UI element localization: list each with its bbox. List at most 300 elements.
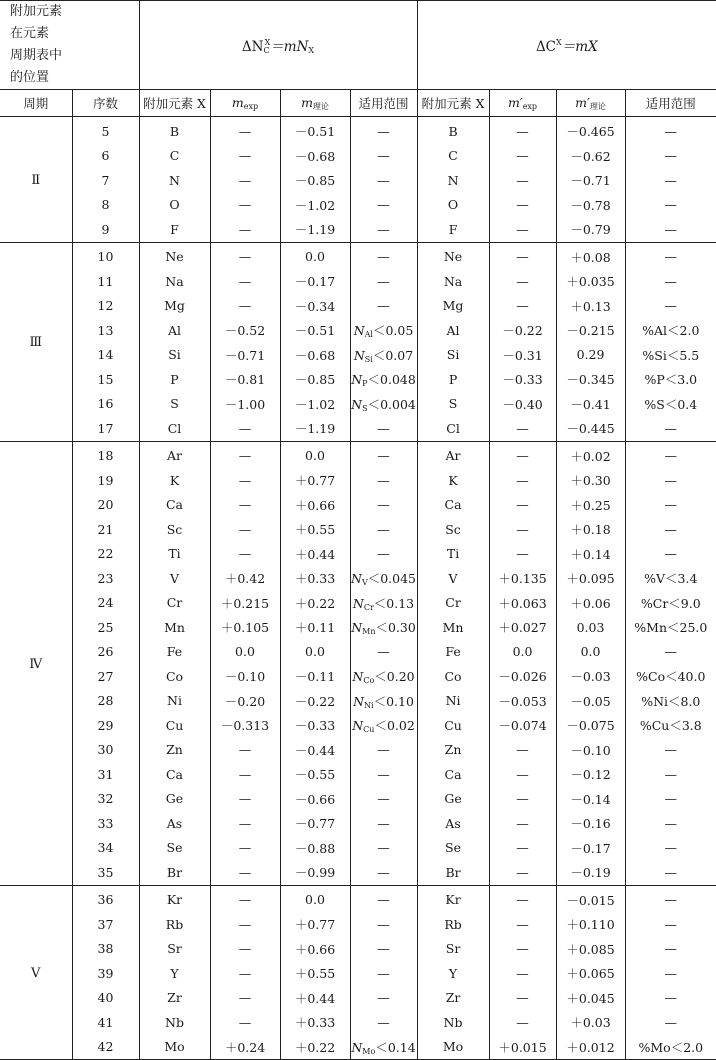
atomic-number-cell: 5 <box>72 117 139 144</box>
atomic-number-cell: 28 <box>72 689 139 714</box>
atomic-number-cell: 9 <box>72 217 139 242</box>
m-theory-cell: －1.19 <box>280 217 350 242</box>
atomic-number-cell: 11 <box>72 269 139 294</box>
table-row <box>0 664 716 689</box>
mp-theory-cell: ＋0.08 <box>556 242 625 269</box>
range-cell: — <box>350 961 417 986</box>
mp-theory-cell: －0.79 <box>556 217 625 242</box>
mp-exp-cell: — <box>489 468 556 493</box>
m-theory-cell: ＋0.44 <box>280 986 350 1011</box>
range-symbol: N <box>351 396 363 412</box>
range-symbol: N <box>353 693 365 709</box>
range-cell-2: — <box>625 986 716 1011</box>
table-row <box>0 1035 716 1060</box>
m-exp-cell: －0.313 <box>210 713 280 738</box>
mp-theory-cell: －0.445 <box>556 416 625 441</box>
element-cell-2: Ge <box>417 787 489 812</box>
table-row <box>0 416 716 441</box>
element-cell: Cl <box>139 416 210 441</box>
atomic-number-cell: 24 <box>72 591 139 616</box>
mp-exp-cell: — <box>489 860 556 885</box>
range-cell-2: — <box>625 811 716 836</box>
m-exp-cell: — <box>210 912 280 937</box>
col-m-exp-sub: exp <box>243 102 259 111</box>
range-cell-2: — <box>625 441 716 468</box>
range-cell-2: %Co＜40.0 <box>625 664 716 689</box>
m-exp-cell: — <box>210 738 280 763</box>
range-cell: — <box>350 242 417 269</box>
col-range: 适用范围 <box>350 90 417 117</box>
mp-exp-cell: －0.053 <box>489 689 556 714</box>
mp-theory-cell: －0.41 <box>556 392 625 417</box>
element-cell: Kr <box>139 885 210 912</box>
mp-exp-cell: －0.31 <box>489 343 556 368</box>
range-cell <box>350 615 417 640</box>
element-cell-2: F <box>417 217 489 242</box>
atomic-number-cell: 12 <box>72 294 139 319</box>
range-cell: — <box>350 416 417 441</box>
table-row <box>0 615 716 640</box>
atomic-number-cell: 42 <box>72 1035 139 1060</box>
col-mp-theory-sub: 理论 <box>589 101 606 111</box>
formula-n-sup: X <box>264 38 271 47</box>
range-cell-2: — <box>625 517 716 542</box>
table-row <box>0 168 716 193</box>
table-row <box>0 441 716 468</box>
position-header-spacer <box>72 1 139 90</box>
mp-exp-cell: －0.40 <box>489 392 556 417</box>
range-limit: ＜0.14 <box>375 1039 416 1055</box>
m-exp-cell: 0.0 <box>210 640 280 665</box>
element-cell-2: S <box>417 392 489 417</box>
element-cell: Zr <box>139 986 210 1011</box>
mp-theory-cell: －0.78 <box>556 193 625 218</box>
atomic-number-cell: 16 <box>72 392 139 417</box>
range-limit: ＜0.10 <box>373 693 414 709</box>
m-theory-cell: ＋0.77 <box>280 912 350 937</box>
m-theory-cell: ＋0.66 <box>280 493 350 518</box>
table-row <box>0 318 716 343</box>
element-cell: Si <box>139 343 210 368</box>
m-exp-cell: — <box>210 493 280 518</box>
atomic-number-cell: 15 <box>72 367 139 392</box>
mp-exp-cell: — <box>489 217 556 242</box>
range-cell-2: — <box>625 294 716 319</box>
range-subscript: S <box>362 403 368 413</box>
m-exp-cell: — <box>210 811 280 836</box>
range-cell: — <box>350 117 417 144</box>
m-theory-cell: －0.55 <box>280 762 350 787</box>
range-cell: — <box>350 217 417 242</box>
m-theory-cell: ＋0.55 <box>280 517 350 542</box>
mp-exp-cell: －0.026 <box>489 664 556 689</box>
position-label-line2: 周期表中的位置 <box>10 48 63 85</box>
m-exp-cell: — <box>210 1010 280 1035</box>
range-cell-2: %V＜3.4 <box>625 566 716 591</box>
range-limit: ＜0.02 <box>374 718 415 734</box>
m-exp-cell: — <box>210 168 280 193</box>
mp-theory-cell: ＋0.085 <box>556 937 625 962</box>
mp-exp-cell: — <box>489 961 556 986</box>
table-row <box>0 193 716 218</box>
mp-theory-cell: －0.14 <box>556 787 625 812</box>
table-row <box>0 269 716 294</box>
element-cell: Y <box>139 961 210 986</box>
m-theory-cell: －0.33 <box>280 713 350 738</box>
range-cell-2: — <box>625 242 716 269</box>
mp-theory-cell: －0.62 <box>556 144 625 169</box>
mp-exp-cell: ＋0.027 <box>489 615 556 640</box>
m-theory-cell: ＋0.22 <box>280 591 350 616</box>
formula-c-header <box>417 1 716 90</box>
range-cell: — <box>350 937 417 962</box>
range-cell <box>350 392 417 417</box>
range-cell: — <box>350 193 417 218</box>
table-row <box>0 860 716 885</box>
col-number: 序数 <box>72 90 139 117</box>
element-cell: Sr <box>139 937 210 962</box>
table-row <box>0 392 716 417</box>
m-exp-cell: －0.20 <box>210 689 280 714</box>
element-cell: O <box>139 193 210 218</box>
mp-exp-cell: －0.074 <box>489 713 556 738</box>
m-exp-cell: — <box>210 787 280 812</box>
m-exp-cell: — <box>210 193 280 218</box>
col-mp-theory <box>556 90 625 117</box>
table-row <box>0 912 716 937</box>
mp-theory-cell: ＋0.06 <box>556 591 625 616</box>
range-cell-2: — <box>625 416 716 441</box>
range-cell-2: %Cr＜9.0 <box>625 591 716 616</box>
table-row <box>0 986 716 1011</box>
mp-theory-cell: ＋0.13 <box>556 294 625 319</box>
range-cell-2: — <box>625 937 716 962</box>
range-cell-2: — <box>625 961 716 986</box>
mp-theory-cell: －0.19 <box>556 860 625 885</box>
mp-exp-cell: — <box>489 242 556 269</box>
mp-exp-cell: — <box>489 493 556 518</box>
range-subscript: Co <box>363 676 375 686</box>
element-cell-2: Se <box>417 836 489 861</box>
mp-exp-cell: — <box>489 193 556 218</box>
m-exp-cell: — <box>210 937 280 962</box>
range-cell-2: — <box>625 193 716 218</box>
m-exp-cell: －1.00 <box>210 392 280 417</box>
m-theory-cell: －0.22 <box>280 689 350 714</box>
m-exp-cell: －0.52 <box>210 318 280 343</box>
element-cell-2: Co <box>417 664 489 689</box>
m-theory-cell: ＋0.66 <box>280 937 350 962</box>
range-cell-2: — <box>625 787 716 812</box>
m-exp-cell: ＋0.105 <box>210 615 280 640</box>
range-cell: — <box>350 144 417 169</box>
m-exp-cell: — <box>210 468 280 493</box>
range-cell: — <box>350 269 417 294</box>
table-row <box>0 343 716 368</box>
range-cell-2: — <box>625 542 716 567</box>
range-cell <box>350 664 417 689</box>
m-theory-cell: －0.17 <box>280 269 350 294</box>
table-row <box>0 738 716 763</box>
table-row <box>0 517 716 542</box>
atomic-number-cell: 36 <box>72 885 139 912</box>
mp-theory-cell: －0.12 <box>556 762 625 787</box>
mp-exp-cell: －0.22 <box>489 318 556 343</box>
element-cell: Br <box>139 860 210 885</box>
range-subscript: Al <box>364 330 373 340</box>
m-theory-cell: 0.0 <box>280 242 350 269</box>
element-cell: Cu <box>139 713 210 738</box>
element-cell-2: Ti <box>417 542 489 567</box>
m-theory-cell: －0.68 <box>280 144 350 169</box>
range-cell-2: %Mo＜2.0 <box>625 1035 716 1060</box>
col-m-exp <box>210 90 280 117</box>
element-cell-2: Sc <box>417 517 489 542</box>
m-exp-cell: ＋0.215 <box>210 591 280 616</box>
element-cell-2: Cr <box>417 591 489 616</box>
element-cell: Ca <box>139 762 210 787</box>
mp-exp-cell: — <box>489 517 556 542</box>
range-symbol: N <box>353 323 365 339</box>
range-cell-2: — <box>625 738 716 763</box>
table-header <box>0 1 716 117</box>
m-theory-cell: －0.77 <box>280 811 350 836</box>
m-exp-cell: ＋0.42 <box>210 566 280 591</box>
atomic-number-cell: 21 <box>72 517 139 542</box>
element-cell-2: Mo <box>417 1035 489 1060</box>
atomic-number-cell: 40 <box>72 986 139 1011</box>
range-limit: ＜0.05 <box>372 323 414 339</box>
table-row <box>0 689 716 714</box>
mp-theory-cell: －0.05 <box>556 689 625 714</box>
element-cell: F <box>139 217 210 242</box>
m-exp-cell: — <box>210 144 280 169</box>
element-cell-2: N <box>417 168 489 193</box>
atomic-number-cell: 14 <box>72 343 139 368</box>
m-theory-cell: －0.68 <box>280 343 350 368</box>
element-cell: Zn <box>139 738 210 763</box>
element-cell-2: Cu <box>417 713 489 738</box>
range-cell: — <box>350 986 417 1011</box>
range-cell-2: %Mn＜25.0 <box>625 615 716 640</box>
element-cell: K <box>139 468 210 493</box>
m-theory-cell: －0.99 <box>280 860 350 885</box>
period-group <box>0 242 716 441</box>
m-exp-cell: — <box>210 441 280 468</box>
formula-c-sup: X <box>556 38 562 47</box>
range-symbol: N <box>352 718 364 734</box>
atomic-number-cell: 37 <box>72 912 139 937</box>
m-theory-cell: －1.02 <box>280 193 350 218</box>
position-header <box>0 1 72 90</box>
table-row <box>0 1010 716 1035</box>
period-cell: Ⅴ <box>0 885 72 1060</box>
mp-exp-cell: — <box>489 937 556 962</box>
m-exp-cell: — <box>210 986 280 1011</box>
mp-exp-cell: — <box>489 117 556 144</box>
element-cell: Nb <box>139 1010 210 1035</box>
mp-theory-cell: ＋0.30 <box>556 468 625 493</box>
period-cell: Ⅲ <box>0 242 72 441</box>
element-cell-2: Na <box>417 269 489 294</box>
range-cell-2: — <box>625 1010 716 1035</box>
mp-exp-cell: — <box>489 294 556 319</box>
mp-exp-cell: — <box>489 811 556 836</box>
mp-exp-cell: －0.33 <box>489 367 556 392</box>
element-cell: Cr <box>139 591 210 616</box>
range-cell-2: — <box>625 493 716 518</box>
element-cell: Sc <box>139 517 210 542</box>
atomic-number-cell: 34 <box>72 836 139 861</box>
range-symbol: N <box>352 669 364 685</box>
mp-exp-cell: — <box>489 441 556 468</box>
m-theory-cell: ＋0.33 <box>280 1010 350 1035</box>
mp-exp-cell: — <box>489 738 556 763</box>
element-cell-2: B <box>417 117 489 144</box>
mp-theory-cell: 0.0 <box>556 640 625 665</box>
period-cell: Ⅱ <box>0 117 72 243</box>
formula-c-lhs: ΔC <box>535 39 557 55</box>
range-cell <box>350 591 417 616</box>
m-theory-cell: －0.88 <box>280 836 350 861</box>
mp-exp-cell: ＋0.135 <box>489 566 556 591</box>
element-cell-2: Al <box>417 318 489 343</box>
m-theory-cell: 0.0 <box>280 885 350 912</box>
mp-exp-cell: — <box>489 836 556 861</box>
element-cell-2: Zr <box>417 986 489 1011</box>
mp-exp-cell: — <box>489 168 556 193</box>
atomic-number-cell: 39 <box>72 961 139 986</box>
mp-theory-cell: －0.215 <box>556 318 625 343</box>
col-range-2: 适用范围 <box>625 90 716 117</box>
m-theory-cell: －1.02 <box>280 392 350 417</box>
element-cell-2: V <box>417 566 489 591</box>
range-cell-2: — <box>625 885 716 912</box>
table-row <box>0 640 716 665</box>
range-cell-2: %S＜0.4 <box>625 392 716 417</box>
m-exp-cell: — <box>210 269 280 294</box>
mp-theory-cell: ＋0.03 <box>556 1010 625 1035</box>
atomic-number-cell: 10 <box>72 242 139 269</box>
mp-theory-cell: ＋0.25 <box>556 493 625 518</box>
range-cell: — <box>350 441 417 468</box>
mp-theory-cell: ＋0.035 <box>556 269 625 294</box>
range-cell-2: — <box>625 762 716 787</box>
range-subscript: Cu <box>363 725 375 735</box>
m-exp-cell: — <box>210 416 280 441</box>
atomic-number-cell: 35 <box>72 860 139 885</box>
mp-theory-cell: ＋0.110 <box>556 912 625 937</box>
table-row <box>0 937 716 962</box>
mp-theory-cell: －0.16 <box>556 811 625 836</box>
range-limit: ＜0.13 <box>373 595 415 611</box>
range-limit: ＜0.004 <box>367 396 416 412</box>
element-cell-2: As <box>417 811 489 836</box>
m-theory-cell: －0.85 <box>280 168 350 193</box>
table-row <box>0 542 716 567</box>
m-exp-cell: — <box>210 242 280 269</box>
range-cell-2: — <box>625 912 716 937</box>
range-cell-2: — <box>625 836 716 861</box>
m-theory-cell: －0.51 <box>280 117 350 144</box>
range-cell-2: %Si＜5.5 <box>625 343 716 368</box>
mp-theory-cell: －0.465 <box>556 117 625 144</box>
col-mp-exp-sym: m′ <box>507 95 523 110</box>
col-element: 附加元素 X <box>139 90 210 117</box>
m-theory-cell: 0.0 <box>280 640 350 665</box>
m-theory-cell: －0.44 <box>280 738 350 763</box>
range-subscript: Mn <box>362 627 376 637</box>
element-cell: Ne <box>139 242 210 269</box>
mp-exp-cell: — <box>489 787 556 812</box>
range-subscript: Cr <box>363 602 374 612</box>
period-group <box>0 441 716 885</box>
range-cell-2: — <box>625 168 716 193</box>
table-row <box>0 144 716 169</box>
col-mp-exp-sub: exp <box>522 102 538 111</box>
mp-theory-cell: －0.71 <box>556 168 625 193</box>
atomic-number-cell: 6 <box>72 144 139 169</box>
table-row <box>0 885 716 912</box>
table-row <box>0 294 716 319</box>
table-row <box>0 591 716 616</box>
range-limit: ＜0.07 <box>372 347 414 363</box>
range-cell-2: %Al＜2.0 <box>625 318 716 343</box>
range-cell-2: — <box>625 860 716 885</box>
atomic-number-cell: 7 <box>72 168 139 193</box>
range-cell <box>350 367 417 392</box>
table-row <box>0 961 716 986</box>
range-cell: — <box>350 640 417 665</box>
element-cell-2: Ca <box>417 493 489 518</box>
table-row <box>0 493 716 518</box>
element-cell: Mn <box>139 615 210 640</box>
element-cell-2: Mg <box>417 294 489 319</box>
atomic-number-cell: 27 <box>72 664 139 689</box>
atomic-number-cell: 20 <box>72 493 139 518</box>
formula-n-rhs-sub: X <box>308 46 315 55</box>
range-subscript: Si <box>364 354 373 364</box>
m-theory-cell: ＋0.55 <box>280 961 350 986</box>
element-cell-2: Sr <box>417 937 489 962</box>
mp-exp-cell: 0.0 <box>489 640 556 665</box>
range-cell: — <box>350 787 417 812</box>
range-cell: — <box>350 168 417 193</box>
range-symbol: N <box>353 347 365 363</box>
formula-n-sub: C <box>263 46 270 55</box>
m-exp-cell: — <box>210 542 280 567</box>
element-cell: V <box>139 566 210 591</box>
mp-theory-cell: －0.345 <box>556 367 625 392</box>
m-exp-cell: －0.10 <box>210 664 280 689</box>
range-cell-2: — <box>625 217 716 242</box>
range-cell-2: — <box>625 640 716 665</box>
range-symbol: N <box>351 571 362 587</box>
element-cell-2: Cl <box>417 416 489 441</box>
formula-n-rhs: ＝mN <box>270 39 309 55</box>
mp-theory-cell: ＋0.045 <box>556 986 625 1011</box>
m-theory-cell: ＋0.33 <box>280 566 350 591</box>
m-exp-cell: －0.81 <box>210 367 280 392</box>
element-cell: Ti <box>139 542 210 567</box>
element-cell: Ni <box>139 689 210 714</box>
range-cell: — <box>350 294 417 319</box>
range-cell-2: — <box>625 117 716 144</box>
range-subscript: Mo <box>362 1046 376 1056</box>
table-row <box>0 242 716 269</box>
range-cell <box>350 318 417 343</box>
table-row <box>0 811 716 836</box>
